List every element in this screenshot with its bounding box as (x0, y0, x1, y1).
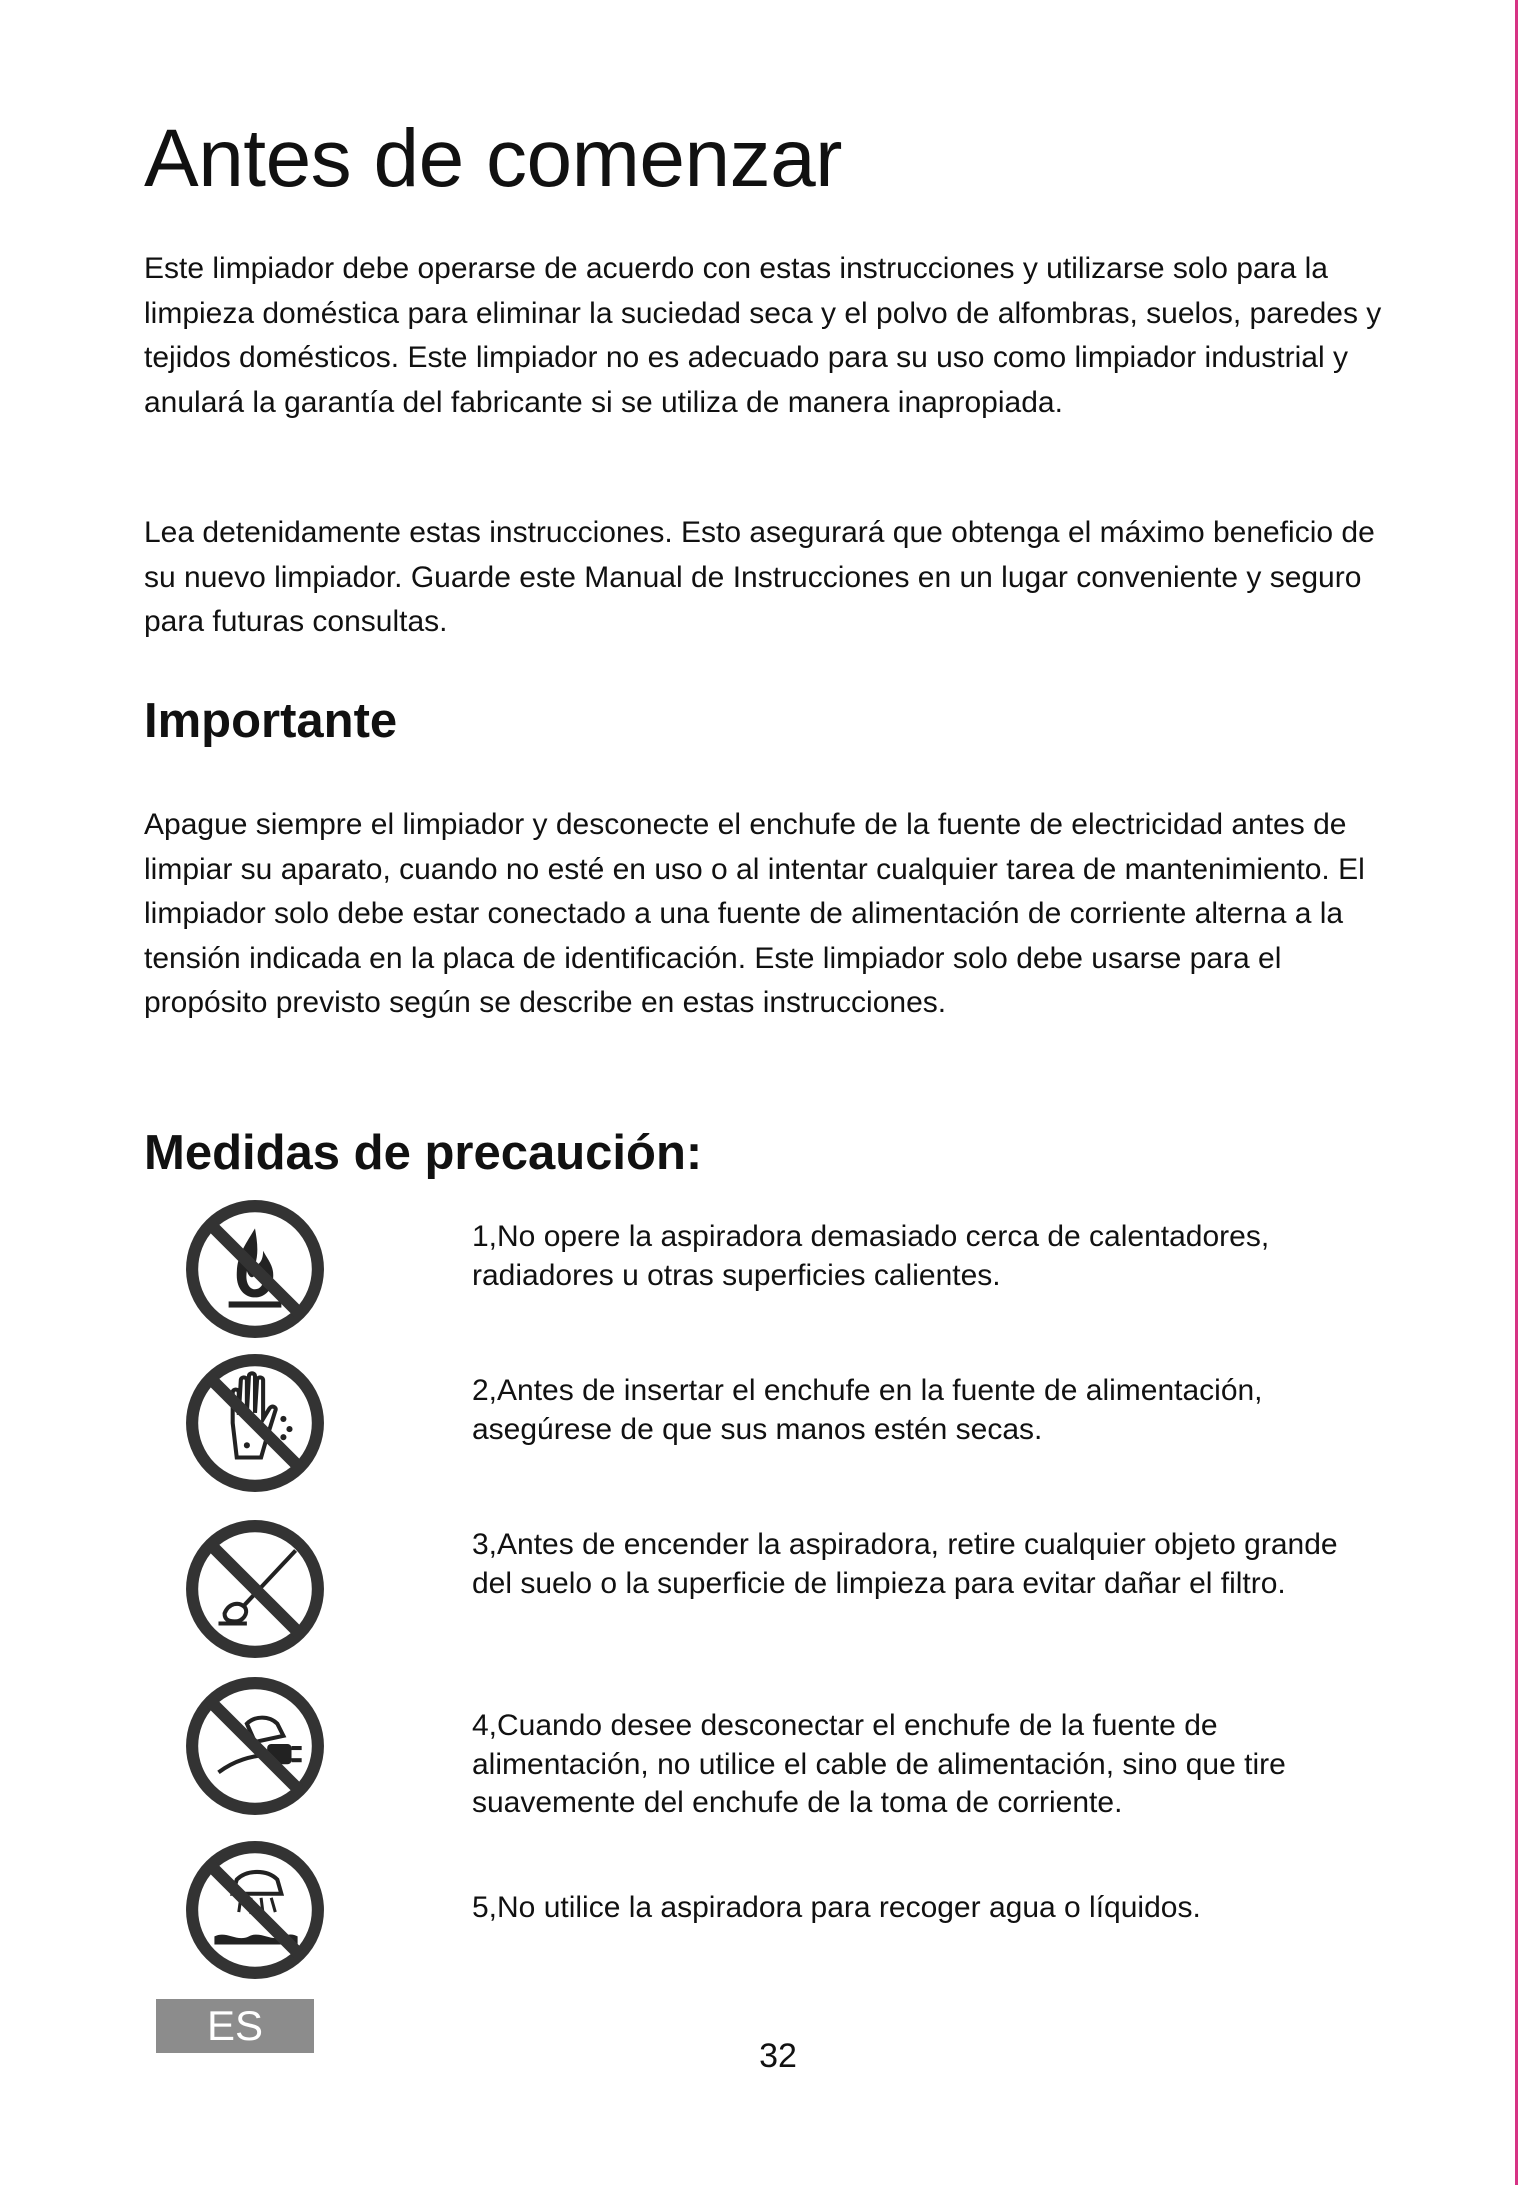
precaution-text-1: 1,No opere la aspiradora demasiado cerca de calentadores, radiadores u otras superficies calientes. (472, 1220, 1270, 1292)
page-title: Antes de comenzar (144, 113, 842, 204)
no-pull-cord-icon (184, 1675, 326, 1817)
precaution-item-3 (144, 1518, 1394, 1688)
precaution-item-4 (144, 1675, 1394, 1845)
page-number: 32 (759, 2037, 797, 2075)
intro-paragraph-1: Este limpiador debe operarse de acuerdo con estas instrucciones y utilizarse solo para la limpieza doméstica para eliminar la suciedad seca y el polvo de alfombras, suelos, paredes y tejidos domésticos. Este limpiador no es adecuado para su uso como limpiador industrial y anulará la garantía del fabricante si se utiliza de manera inapropiada. (144, 252, 1382, 419)
precaution-text-5: 5,No utilice la aspiradora para recoger agua o líquidos. (472, 1891, 1201, 1924)
precaution-item-2 (144, 1352, 1394, 1522)
language-badge: ES (156, 1999, 314, 2053)
precaution-text-3: 3,Antes de encender la aspiradora, retire cualquier objeto grande del suelo o la superficie de limpieza para evitar dañar el filtro. (472, 1528, 1338, 1600)
precaution-text-2: 2,Antes de insertar el enchufe en la fuente de alimentación, asegúrese de que sus manos estén secas. (472, 1374, 1263, 1446)
no-fire-icon (184, 1198, 326, 1340)
important-heading: Importante (144, 694, 398, 748)
intro-paragraph-2: Lea detenidamente estas instrucciones. Esto asegurará que obtenga el máximo beneficio de su nuevo limpiador. Guarde este Manual de Instrucciones en un lugar conveniente y seguro para futuras consultas. (144, 516, 1375, 638)
precaution-item-1 (144, 1198, 1394, 1368)
precaution-item-5 (144, 1839, 1394, 2009)
no-sharp-objects-icon (184, 1518, 326, 1660)
no-wet-hands-icon (184, 1352, 326, 1494)
precautions-heading: Medidas de precaución: (144, 1126, 703, 1180)
no-liquids-icon (184, 1839, 326, 1981)
important-paragraph: Apague siempre el limpiador y desconecte el enchufe de la fuente de electricidad antes de limpiar su aparato, cuando no esté en uso o al intentar cualquier tarea de mantenimiento. El limpiador solo debe estar conectado a una fuente de alimentación de corriente alterna a la tensión indicada en la placa de identificación. Este limpiador solo debe usarse para el propósito previsto según se describe en estas instrucciones. (144, 808, 1365, 1019)
precaution-text-4: 4,Cuando desee desconectar el enchufe de la fuente de alimentación, no utilice el cable de alimentación, sino que tire suavemente del enchufe de la toma de corriente. (472, 1709, 1286, 1819)
page-edge-accent (1515, 0, 1518, 2185)
